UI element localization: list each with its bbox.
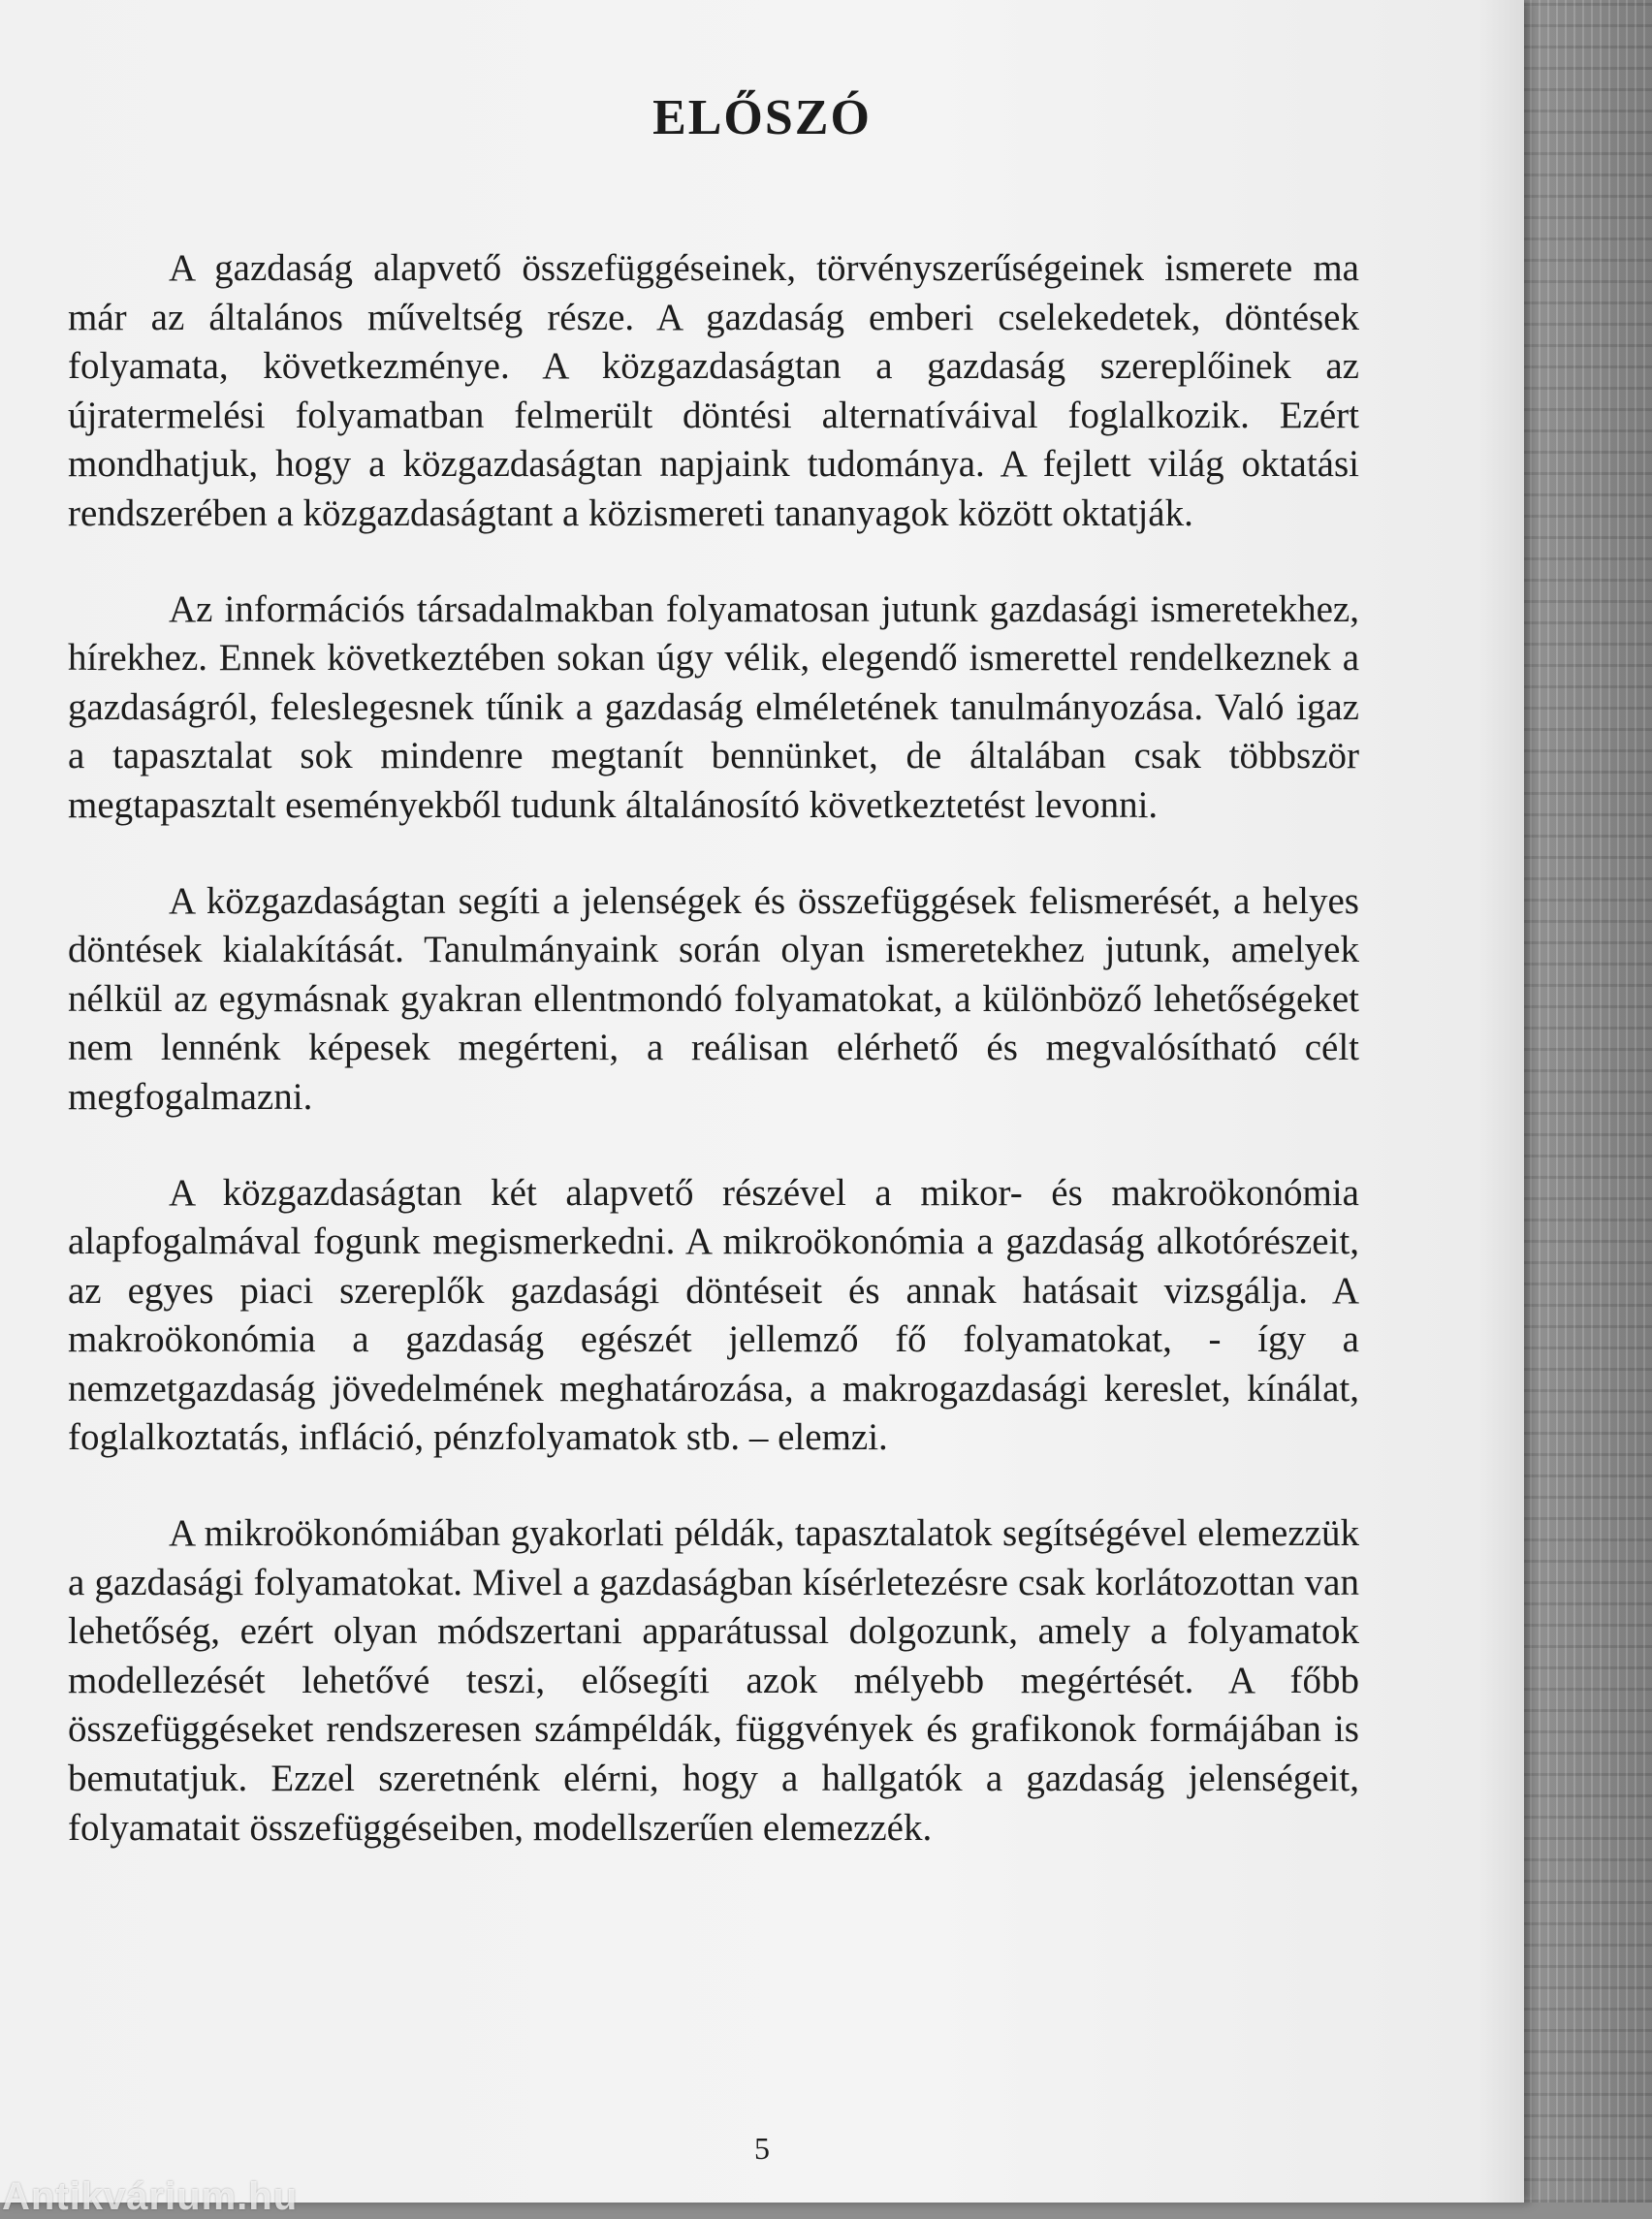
- watermark-text: Antikvárium.hu: [2, 2175, 299, 2218]
- page-number: 5: [754, 2131, 770, 2166]
- paragraph-2: Az információs társadalmakban folyamatosan jutunk gazdasági ismeretekhez, hírekhez. Ennek következtében sokan úgy vélik, elegendő ismerettel rendelkeznek a gazdaságról, feleslegesnek tűnik a gazdaság elméletének tanulmányozása. Való igaz a tapasztalat sok mindenre megtanít bennünket, de általában csak többször megtapasztalt eseményekből tudunk általánosító következtetést levonni.: [68, 587, 1359, 826]
- paragraph-1: A gazdaság alapvető összefüggéseinek, törvényszerűségeinek ismerete ma már az általános műveltség része. A gazdaság emberi cselekedetek, döntések folyamata, következménye. A közgazdaságtan a gazdaság szereplőinek az újratermelési folyamatban felmerült döntési alternatíváival foglalkozik. Ezért mondhatjuk, hogy a közgazdaságtan napjaink tudománya. A fejlett világ oktatási rendszerében a közgazdaságtant a közismereti tananyagok között oktatják.: [68, 247, 1359, 534]
- page-title: ELŐSZÓ: [652, 90, 872, 145]
- body-text: [68, 244, 1359, 1899]
- paragraph-3: A közgazdaságtan segíti a jelenségek és összefüggések felismerését, a helyes döntések kialakítását. Tanulmányaink során olyan ismeretekhez jutunk, amelyek nélkül az egymásnak gyakran ellentmondó folyamatokat, a különböző lehetőségeket nem lennénk képesek megérteni, a reálisan elérhető és megvalósítható célt megfogalmazni.: [68, 879, 1359, 1118]
- background-shelf: [1512, 0, 1652, 2203]
- paragraph-5: A mikroökonómiában gyakorlati példák, tapasztalatok segítségével elemezzük a gazdasági folyamatokat. Mivel a gazdaságban kísérletezésre csak korlátozottan van lehetőség, ezért olyan módszertani apparátussal dolgozunk, amely a folyamatok modellezését lehetővé teszi, elősegíti azok mélyebb megértését. A főbb összefüggéseket rendszeresen számpéldák, függvények és grafikonok formájában is bemutatjuk. Ezzel szeretnénk elérni, hogy a hallgatók a gazdaság jelenségeit, folyamatait összefüggéseiben, modellszerűen elemezzék.: [68, 1512, 1359, 1849]
- paragraph-4: A közgazdaságtan két alapvető részével a mikor- és makroökonómia alapfogalmával fogunk megismerkedni. A mikroökonómia a gazdaság alkotórészeit, az egyes piaci szereplők gazdasági döntéseit és annak hatásait vizsgálja. A makroökonómia a gazdaság egészét jellemző fő folyamatokat, - így a nemzetgazdaság jövedelmének meghatározása, a makrogazdasági kereslet, kínálat, foglalkoztatás, infláció, pénzfolyamatok stb. – elemzi.: [68, 1171, 1359, 1459]
